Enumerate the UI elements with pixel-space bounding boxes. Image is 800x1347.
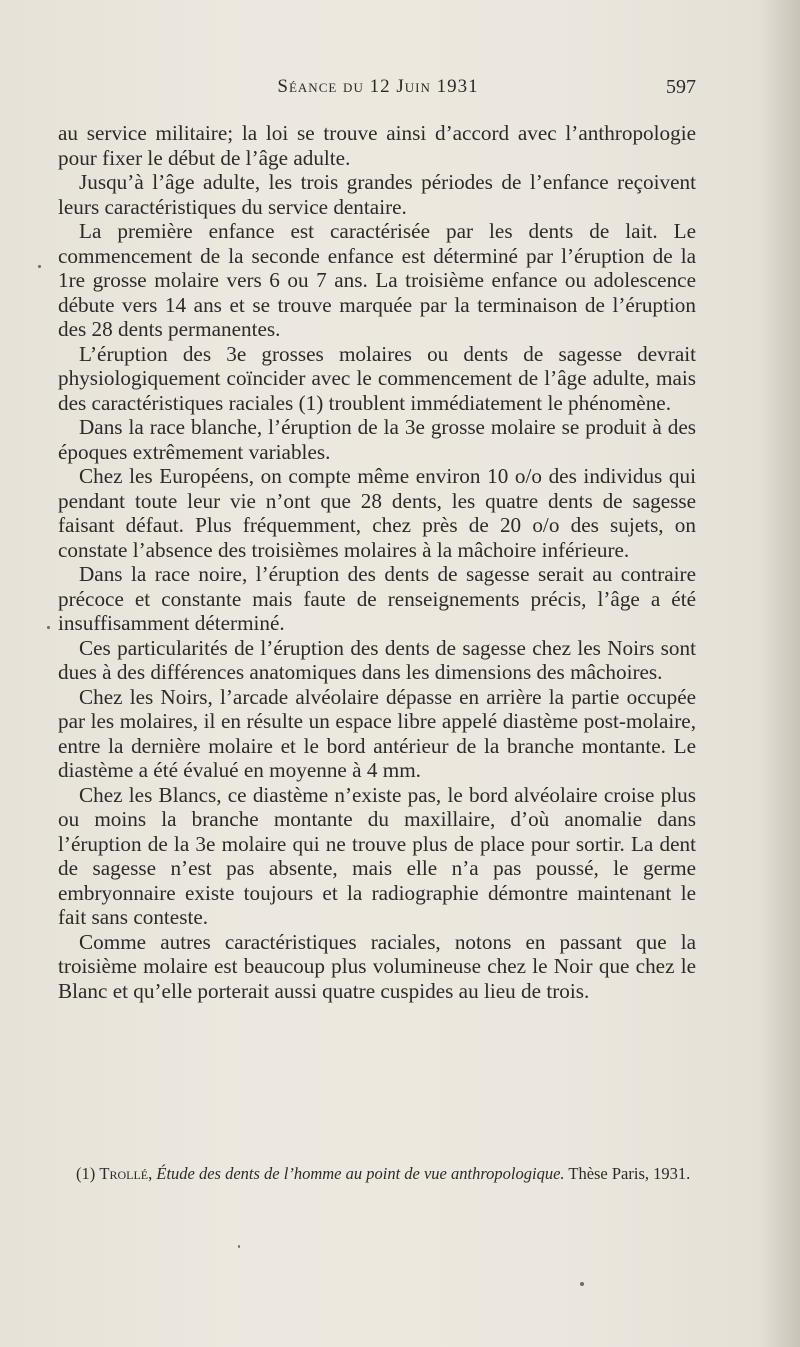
body-text — [58, 121, 696, 1003]
paragraph-6: Chez les Européens, on compte même environ 10 o/o des individus qui pendant toute leur vie n’ont que 28 dents, les quatre dents de sagesse faisant défaut. Plus fréquemment, chez près de 20 o/o des sujets, on constate l’absence des troisièmes molaires à la mâchoire inférieure. — [58, 464, 696, 562]
page-number: 597 — [666, 76, 696, 98]
paragraph-3: La première enfance est caractérisée par les dents de lait. Le commencement de la seconde enfance est déterminé par l’éruption de la 1re grosse molaire vers 6 ou 7 ans. La troisième enfance ou adolescence débute vers 14 ans et se trouve marquée par la terminaison de l’éruption des 28 dents permanentes. — [58, 219, 696, 341]
footnote-marker: (1) — [76, 1164, 96, 1183]
paragraph-10: Chez les Blancs, ce diastème n’existe pas, le bord alvéolaire croise plus ou moins la branche montante du maxillaire, d’où anomalie dans l’éruption de la 3e molaire qui ne trouve plus de place pour sortir. La dent de sagesse n’est pas absente, mais elle n’a pas poussé, le germe embryonnaire existe toujours et la radiographie démontre maintenant le fait sans conteste. — [58, 782, 696, 929]
paragraph-7: Dans la race noire, l’éruption des dents de sagesse serait au contraire précoce et constante mais faute de renseignements précis, l’âge a été insuffisamment déterminé. — [58, 562, 696, 635]
print-speck — [238, 1245, 240, 1248]
print-speck — [38, 265, 41, 268]
footnote — [58, 1163, 696, 1185]
print-speck — [580, 1282, 584, 1286]
paragraph-1: au service militaire; la loi se trouve ainsi d’accord avec l’anthropologie pour fixer le début de l’âge adulte. — [58, 121, 696, 170]
footnote-publication: Thèse Paris, 1931. — [568, 1164, 691, 1183]
footnote-author: Trollé, — [99, 1164, 153, 1183]
paragraph-8: Ces particularités de l’éruption des dents de sagesse chez les Noirs sont dues à des différences anatomiques dans les dimensions des mâchoires. — [58, 635, 696, 684]
paragraph-11: Comme autres caractéristiques raciales, notons en passant que la troisième molaire est beaucoup plus volumineuse chez le Noir que chez le Blanc et qu’elle porterait aussi quatre cuspides au lieu de trois. — [58, 929, 696, 1003]
paragraph-5: Dans la race blanche, l’éruption de la 3e grosse molaire se produit à des époques extrêmement variables. — [58, 415, 696, 464]
running-head — [60, 76, 696, 100]
footnote-title: Étude des dents de l’homme au point de vue anthropologique. — [156, 1164, 565, 1183]
running-title: Séance du 12 Juin 1931 — [277, 76, 479, 97]
paragraph-2: Jusqu’à l’âge adulte, les trois grandes périodes de l’enfance reçoivent leurs caractéristiques du service dentaire. — [58, 170, 696, 219]
paragraph-4: L’éruption des 3e grosses molaires ou dents de sagesse devrait physiologiquement coïncider avec le commencement de l’âge adulte, mais des caractéristiques raciales (1) troublent immédiatement le phénomène. — [58, 341, 696, 415]
paragraph-9: Chez les Noirs, l’arcade alvéolaire dépasse en arrière la partie occupée par les molaires, il en résulte un espace libre appelé diastème post-molaire, entre la dernière molaire et le bord antérieur de la branche montante. Le diastème a été évalué en moyenne à 4 mm. — [58, 684, 696, 782]
print-speck — [47, 626, 50, 629]
